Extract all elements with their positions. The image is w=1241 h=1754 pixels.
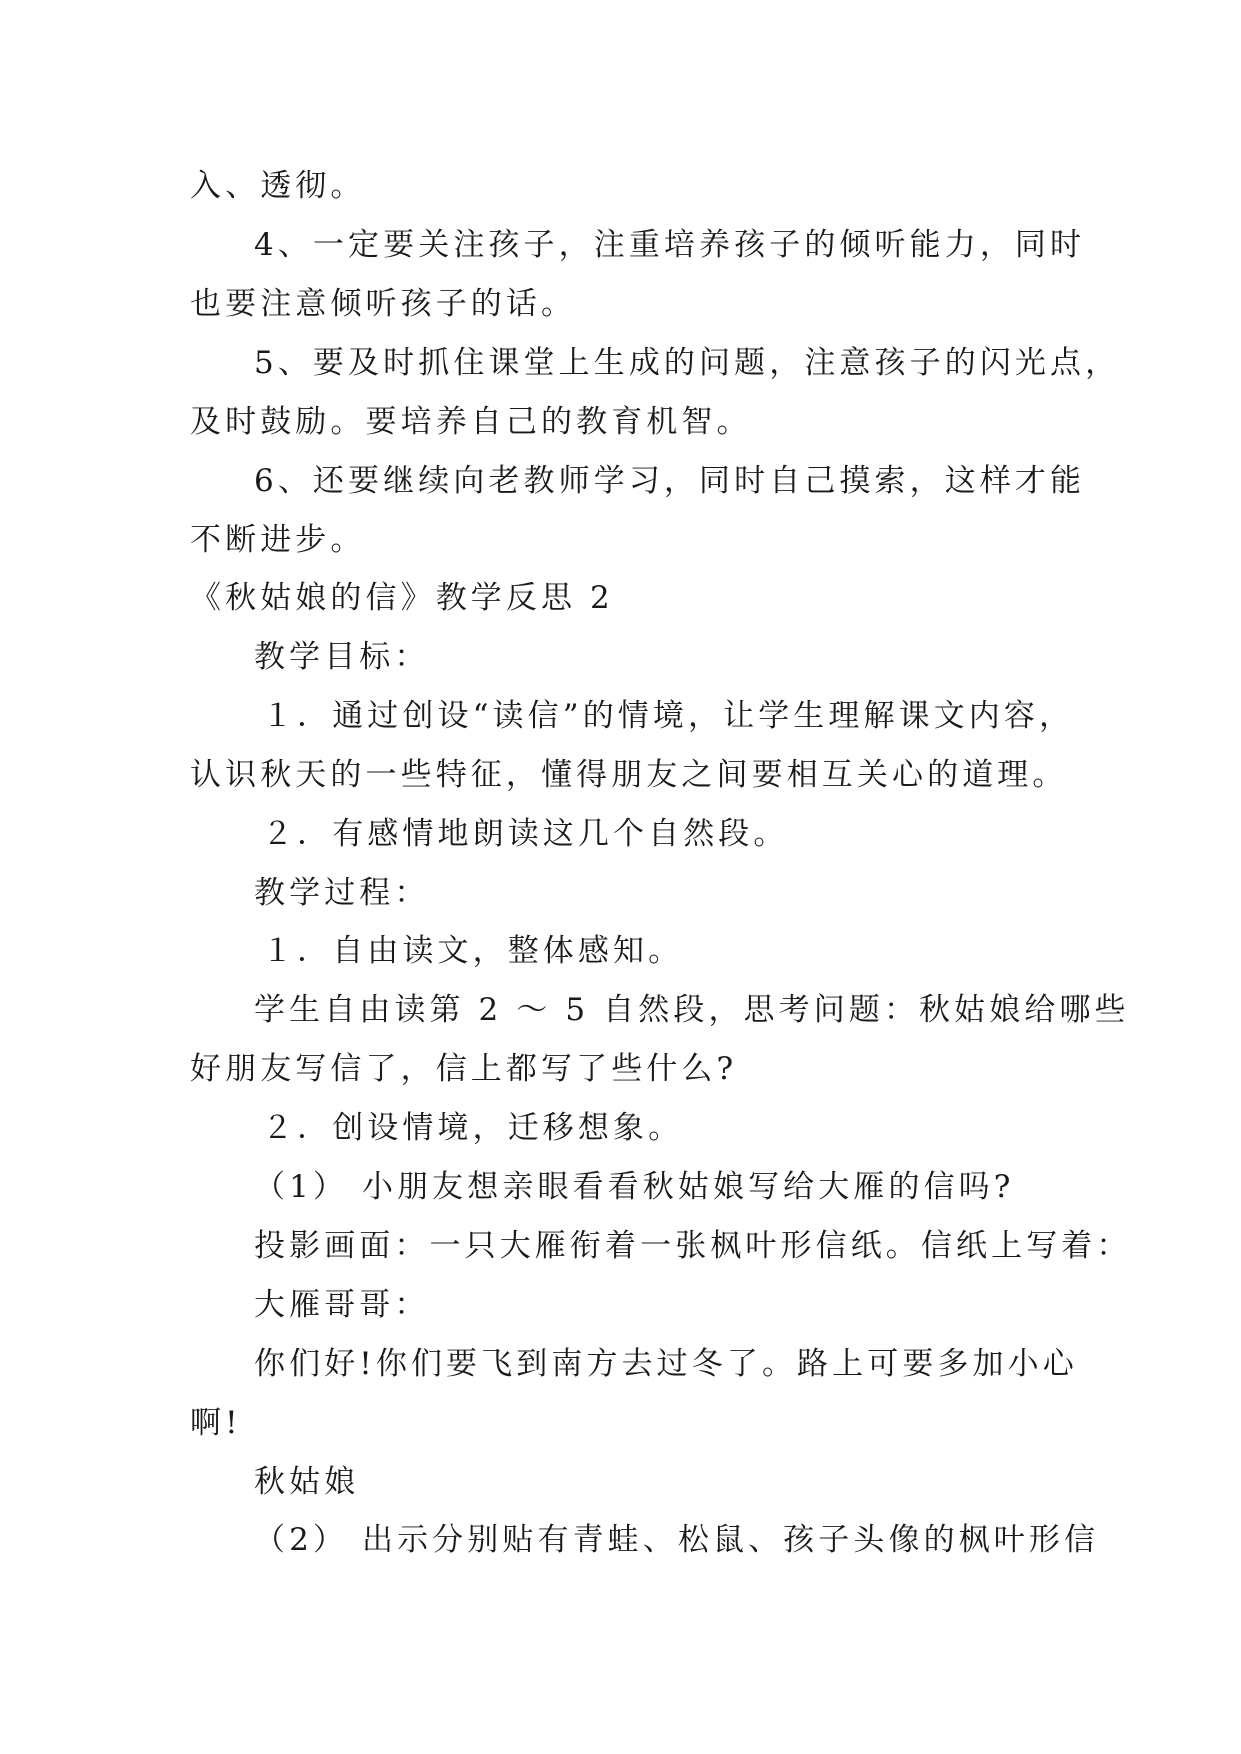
paragraph-line: 投影画面：一只大雁衔着一张枫叶形信纸。信纸上写着： — [254, 1228, 1132, 1264]
letter-body-line: 你们好!你们要飞到南方去过冬了。路上可要多加小心 — [254, 1346, 1078, 1382]
letter-signature: 秋姑娘 — [254, 1464, 360, 1500]
paragraph-line: 教学目标： — [254, 639, 430, 675]
paragraph-line: （1） 小朋友想亲眼看看秋姑娘写给大雁的信吗? — [254, 1169, 1015, 1205]
paragraph-line: （2） 出示分别贴有青蛙、松鼠、孩子头像的枫叶形信 — [254, 1522, 1100, 1558]
paragraph-line: 及时鼓励。要培养自己的教育机智。 — [190, 404, 752, 440]
paragraph-line: 学生自由读第 2 ～ 5 自然段，思考问题：秋姑娘给哪些 — [254, 992, 1130, 1028]
paragraph-line: 5、要及时抓住课堂上生成的问题，注意孩子的闪光点， — [254, 345, 1121, 381]
paragraph-line: ２．有感情地朗读这几个自然段。 — [262, 816, 789, 852]
paragraph-line: 教学过程： — [254, 875, 430, 911]
paragraph-line: 6、还要继续向老教师学习，同时自己摸索，这样才能 — [254, 463, 1086, 499]
paragraph-line: 入、透彻。 — [190, 168, 366, 204]
paragraph-line: １．自由读文，整体感知。 — [262, 933, 684, 969]
paragraph-line: １．通过创设“读信”的情境，让学生理解课文内容， — [262, 698, 1075, 734]
paragraph-line: 好朋友写信了，信上都写了些什么? — [190, 1051, 738, 1087]
section-heading: 《秋姑娘的信》教学反思 2 — [190, 580, 614, 616]
paragraph-line: 4、一定要关注孩子，注重培养孩子的倾听能力，同时 — [254, 227, 1086, 263]
paragraph-line: ２．创设情境，迁移想象。 — [262, 1110, 684, 1146]
paragraph-line: 认识秋天的一些特征，懂得朋友之间要相互关心的道理。 — [190, 757, 1068, 793]
paragraph-line: 也要注意倾听孩子的话。 — [190, 286, 577, 322]
paragraph-line: 不断进步。 — [190, 522, 366, 558]
letter-body-line: 啊! — [190, 1405, 242, 1441]
letter-salutation: 大雁哥哥： — [254, 1287, 430, 1323]
